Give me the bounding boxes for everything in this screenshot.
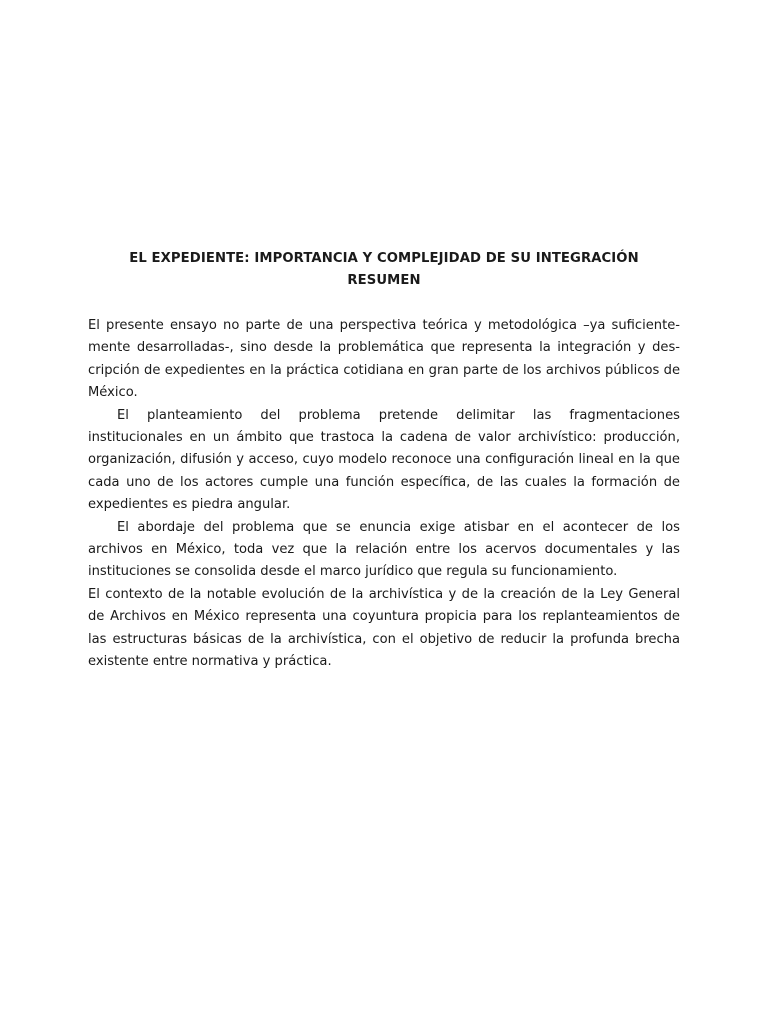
abstract-body [88,315,680,674]
document-title: EL EXPEDIENTE: IMPORTANCIA Y COMPLEJIDAD DE SU INTEGRACIÓN [129,251,639,266]
paragraph-4: El contexto de la notable evolución de la archivística y de la creación de la Ley General de Archivos en México representa una coyuntura propicia para los replanteamientos de las estructuras básicas de la archivística, con el objetivo de reducir la profunda brecha existente entre normativa y práctica. [88,586,680,670]
paragraph-1: El presente ensayo no parte de una perspectiva teórica y metodológica –ya suficiente-mente desarrolladas-, sino desde la problemática que representa la integración y des-cripción de expedientes en la práctica cotidiana en gran parte de los archivos públicos de México. [88,318,680,401]
document-subtitle: RESUMEN [347,273,421,288]
paragraph-3: El abordaje del problema que se enuncia exige atisbar en el acontecer de los archivos en México, toda vez que la relación entre los acervos documentales y las instituciones se consolida desde el marco jurídico que regula su funcionamiento. [88,519,680,580]
paragraph-2: El planteamiento del problema pretende delimitar las fragmentaciones institucionales en un ámbito que trastoca la cadena de valor archivístico: producción, organización, difusión y acceso, cuyo modelo reconoce una configuración lineal en la que cada uno de los actores cumple una función específica, de las cuales la formación de expedientes es piedra angular. [88,407,680,513]
title-block [88,248,680,292]
